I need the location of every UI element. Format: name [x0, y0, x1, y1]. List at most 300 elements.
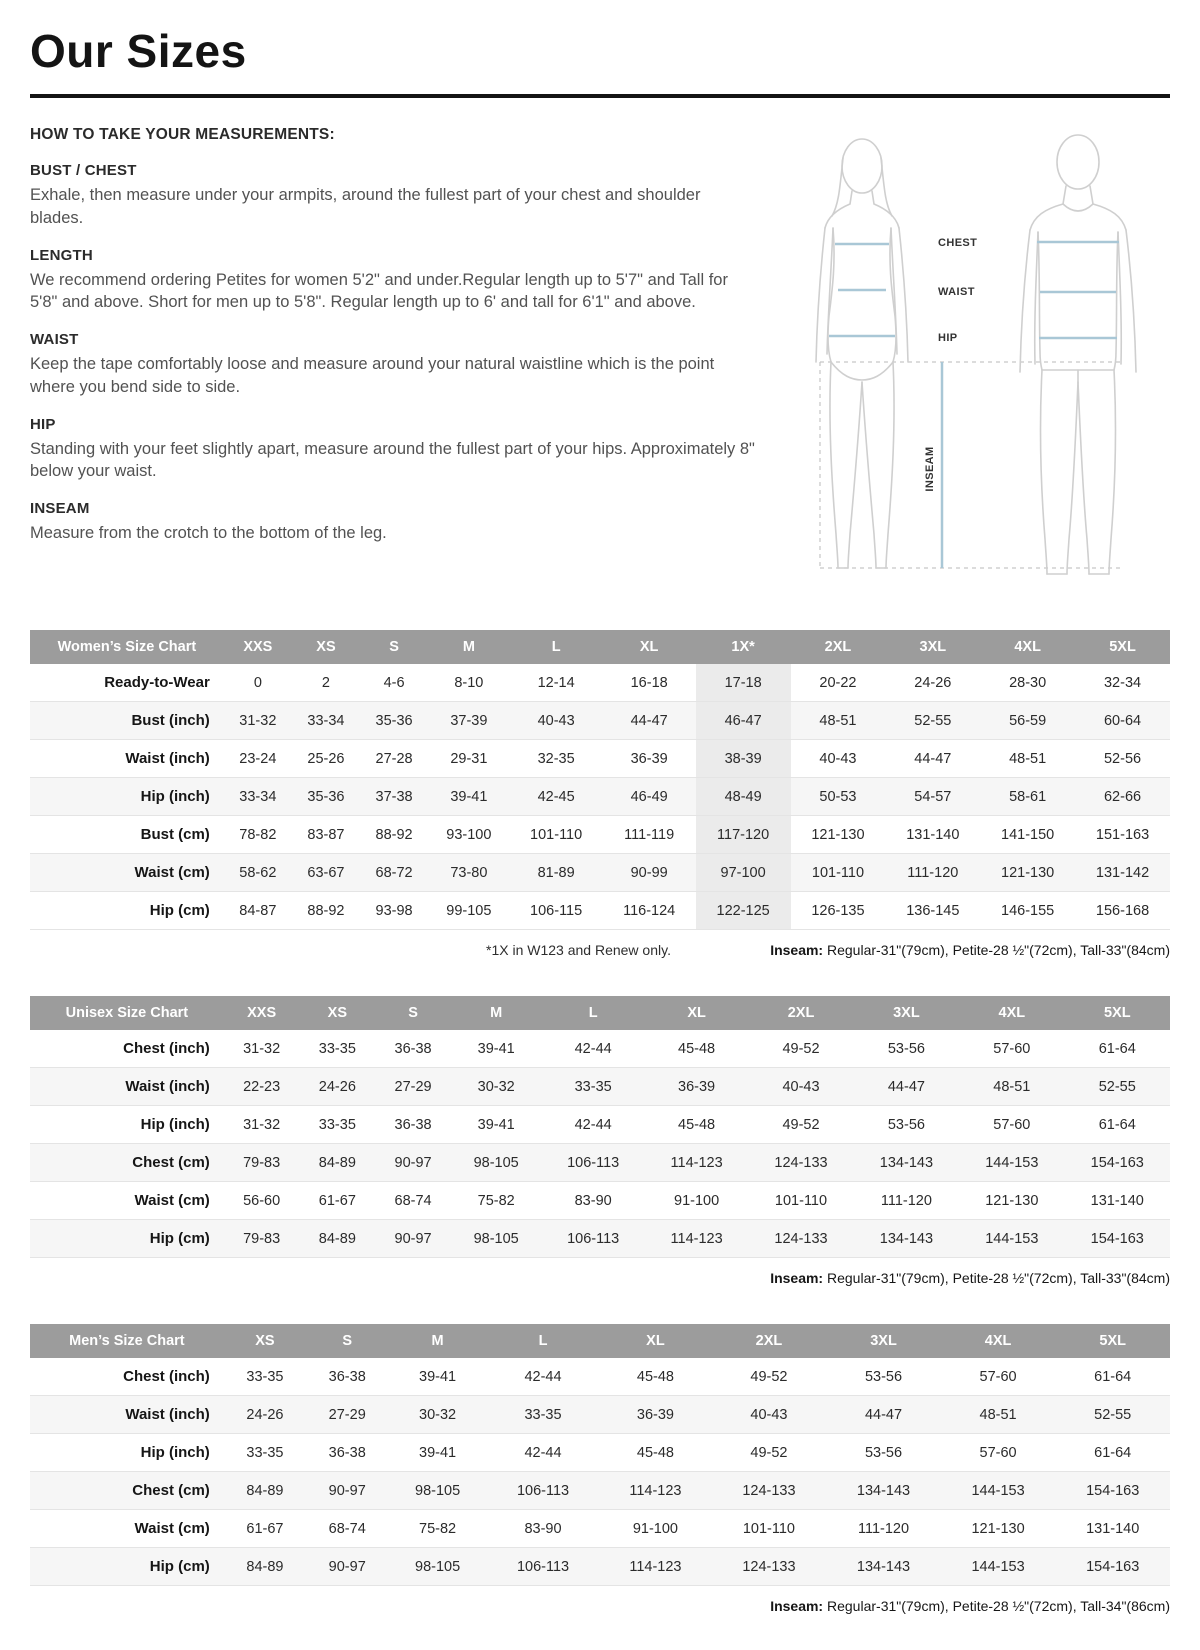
size-value-cell: 124-133	[742, 1482, 796, 1499]
size-value-cell: 111-120	[907, 864, 959, 881]
size-value-cell: 75-82	[477, 1192, 515, 1209]
unisex-size-chart-block	[30, 996, 1170, 1288]
size-value-cell: 101-110	[774, 1192, 828, 1209]
size-column-header: XL	[645, 996, 748, 1030]
table-title: Women’s Size Chart	[30, 630, 224, 664]
measurements-section	[30, 122, 1170, 594]
row-label: Chest (cm)	[132, 1154, 210, 1171]
size-value-cell: 68-72	[375, 864, 413, 881]
size-value-cell: 141-150	[1001, 826, 1055, 843]
size-value-cell: 93-98	[375, 902, 413, 919]
size-value-cell: 17-18	[696, 664, 791, 702]
size-value-cell: 27-28	[375, 750, 413, 767]
size-value-cell: 24-26	[318, 1078, 356, 1095]
size-value-cell: 0	[253, 674, 262, 691]
size-value-cell: 38-39	[696, 740, 791, 778]
size-value-cell: 36-39	[678, 1078, 716, 1095]
size-value-cell: 53-56	[887, 1040, 925, 1057]
one-x-footnote: *1X in W123 and Renew only.	[486, 942, 671, 958]
size-value-cell: 131-142	[1095, 864, 1150, 881]
row-label: Waist (inch)	[125, 750, 210, 767]
size-value-cell: 58-62	[239, 864, 277, 881]
mens-size-chart-block	[30, 1324, 1170, 1616]
size-value-cell: 114-123	[670, 1154, 723, 1171]
section-text-hip: Standing with your feet slightly apart, measure around the fullest part of your hips. Approximately 8" below your waist.	[30, 439, 755, 481]
table-row	[30, 702, 1170, 740]
size-value-cell: 106-113	[567, 1230, 620, 1247]
hip-label: HIP	[938, 332, 958, 344]
table-row	[30, 1068, 1170, 1106]
size-value-cell: 33-35	[524, 1406, 562, 1423]
measurement-diagram	[765, 122, 1170, 594]
womens-size-chart-block	[30, 630, 1170, 960]
size-value-cell: 90-97	[394, 1154, 432, 1171]
size-value-cell: 58-61	[1009, 788, 1047, 805]
size-value-cell: 42-44	[574, 1116, 612, 1133]
size-value-cell: 35-36	[307, 788, 345, 805]
size-value-cell: 114-123	[629, 1482, 682, 1499]
size-value-cell: 36-38	[328, 1444, 366, 1461]
size-value-cell: 83-90	[524, 1520, 562, 1537]
size-column-header: XS	[300, 996, 376, 1030]
womens-size-chart	[30, 630, 1170, 930]
size-value-cell: 25-26	[307, 750, 345, 767]
size-value-cell: 62-66	[1103, 788, 1142, 805]
size-value-cell: 61-64	[1098, 1040, 1136, 1057]
size-column-header: S	[306, 1324, 388, 1358]
inseam-label: INSEAM	[924, 446, 936, 492]
size-value-cell: 124-133	[742, 1558, 796, 1575]
size-value-cell: 48-51	[993, 1078, 1031, 1095]
size-value-cell: 33-35	[246, 1368, 284, 1385]
womens-inseam-footnote: Inseam: Regular-31"(79cm), Petite-28 ½"(72cm), Tall-33"(84cm)	[770, 942, 1170, 958]
size-value-cell: 88-92	[375, 826, 413, 843]
size-column-header: 2XL	[748, 996, 853, 1030]
size-value-cell: 63-67	[307, 864, 345, 881]
size-column-header: M	[388, 1324, 486, 1358]
size-value-cell: 23-24	[239, 750, 277, 767]
size-value-cell: 60-64	[1103, 712, 1142, 729]
size-value-cell: 53-56	[864, 1368, 903, 1385]
size-value-cell: 45-48	[678, 1116, 716, 1133]
womens-chart-footnotes	[30, 942, 1170, 960]
size-value-cell: 68-74	[328, 1520, 366, 1537]
size-value-cell: 45-48	[636, 1444, 674, 1461]
size-value-cell: 154-163	[1090, 1230, 1144, 1247]
row-label: Hip (inch)	[140, 1444, 210, 1461]
size-value-cell: 2	[321, 674, 330, 691]
size-value-cell: 101-110	[530, 826, 583, 843]
size-column-header: 1X*	[696, 630, 791, 664]
size-value-cell: 121-130	[985, 1192, 1039, 1209]
row-label: Waist (inch)	[125, 1406, 210, 1423]
size-value-cell: 78-82	[239, 826, 277, 843]
size-column-header: L	[541, 996, 644, 1030]
size-column-header: 2XL	[791, 630, 886, 664]
row-label: Waist (cm)	[134, 1520, 210, 1537]
size-value-cell: 99-105	[446, 902, 492, 919]
size-value-cell: 52-56	[1103, 750, 1142, 767]
size-value-cell: 83-87	[307, 826, 345, 843]
size-value-cell: 40-43	[819, 750, 857, 767]
size-value-cell: 50-53	[819, 788, 857, 805]
section-text-length: We recommend ordering Petites for women 5'2" and under.Regular length up to 5'7" and Tall for 5'8" and above. Short for men up to 5'8". Regular length up to 6' and tall for 6'1" and above.	[30, 270, 728, 312]
size-value-cell: 84-89	[246, 1558, 284, 1575]
size-value-cell: 40-43	[750, 1406, 788, 1423]
table-row	[30, 1548, 1170, 1586]
row-label: Bust (cm)	[140, 826, 210, 843]
size-value-cell: 44-47	[914, 750, 952, 767]
size-value-cell: 49-52	[750, 1368, 788, 1385]
size-value-cell: 45-48	[636, 1368, 674, 1385]
size-value-cell: 36-38	[328, 1368, 366, 1385]
figure-outlines	[816, 135, 1136, 574]
row-label: Hip (inch)	[140, 788, 210, 805]
size-value-cell: 44-47	[887, 1078, 925, 1095]
size-column-header: L	[487, 1324, 599, 1358]
size-value-cell: 8-10	[454, 674, 484, 691]
size-value-cell: 33-35	[318, 1040, 356, 1057]
size-value-cell: 61-64	[1098, 1116, 1136, 1133]
size-value-cell: 136-145	[906, 902, 960, 919]
size-value-cell: 33-34	[239, 788, 277, 805]
size-value-cell: 93-100	[446, 826, 492, 843]
size-value-cell: 106-113	[567, 1154, 620, 1171]
size-column-header: XL	[603, 630, 696, 664]
size-column-header: S	[360, 630, 428, 664]
size-value-cell: 49-52	[782, 1040, 820, 1057]
size-value-cell: 33-34	[307, 712, 345, 729]
size-value-cell: 56-60	[243, 1192, 281, 1209]
size-value-cell: 73-80	[450, 864, 488, 881]
body-measurement-figure-illustration	[790, 124, 1170, 594]
size-value-cell: 52-55	[1094, 1406, 1132, 1423]
size-value-cell: 84-89	[318, 1154, 356, 1171]
size-value-cell: 31-32	[243, 1040, 281, 1057]
size-value-cell: 42-44	[524, 1368, 562, 1385]
size-value-cell: 53-56	[864, 1444, 903, 1461]
size-value-cell: 134-143	[856, 1558, 911, 1575]
size-value-cell: 46-47	[696, 702, 791, 740]
size-column-header: M	[451, 996, 542, 1030]
size-value-cell: 20-22	[819, 674, 857, 691]
size-value-cell: 121-130	[971, 1520, 1025, 1537]
size-column-header: XXS	[224, 996, 300, 1030]
row-label: Hip (inch)	[140, 1116, 210, 1133]
size-value-cell: 39-41	[419, 1444, 457, 1461]
mens-chart-footnotes	[30, 1598, 1170, 1616]
mens-size-chart	[30, 1324, 1170, 1586]
size-value-cell: 84-89	[318, 1230, 356, 1247]
size-value-cell: 33-35	[574, 1078, 612, 1095]
size-value-cell: 90-97	[394, 1230, 432, 1247]
size-value-cell: 54-57	[914, 788, 952, 805]
size-value-cell: 12-14	[537, 674, 575, 691]
row-label: Hip (cm)	[149, 902, 210, 919]
size-value-cell: 57-60	[979, 1368, 1017, 1385]
size-value-cell: 49-52	[782, 1116, 820, 1133]
size-value-cell: 53-56	[887, 1116, 925, 1133]
size-value-cell: 40-43	[782, 1078, 820, 1095]
size-column-header: 4XL	[959, 996, 1064, 1030]
size-column-header: 4XL	[980, 630, 1075, 664]
size-column-header: 5XL	[1055, 1324, 1170, 1358]
table-title: Unisex Size Chart	[30, 996, 224, 1030]
size-value-cell: 42-45	[537, 788, 575, 805]
size-value-cell: 31-32	[243, 1116, 281, 1133]
size-column-header: L	[510, 630, 603, 664]
title-divider	[30, 94, 1170, 98]
size-value-cell: 101-110	[742, 1520, 795, 1537]
size-value-cell: 79-83	[243, 1154, 281, 1171]
size-value-cell: 39-41	[477, 1116, 515, 1133]
size-value-cell: 31-32	[239, 712, 277, 729]
row-label: Chest (inch)	[123, 1368, 210, 1385]
row-label: Waist (cm)	[134, 1192, 210, 1209]
table-row	[30, 854, 1170, 892]
size-value-cell: 24-26	[914, 674, 952, 691]
size-value-cell: 131-140	[1090, 1192, 1144, 1209]
section-text-inseam: Measure from the crotch to the bottom of the leg.	[30, 524, 387, 543]
size-value-cell: 37-39	[450, 712, 488, 729]
section-heading-hip: HIP	[30, 415, 56, 433]
size-value-cell: 36-38	[394, 1040, 432, 1057]
unisex-inseam-footnote: Inseam: Regular-31"(79cm), Petite-28 ½"(72cm), Tall-33"(84cm)	[770, 1270, 1170, 1286]
row-label: Waist (inch)	[125, 1078, 210, 1095]
size-value-cell: 144-153	[971, 1558, 1025, 1575]
section-heading-inseam: INSEAM	[30, 500, 90, 518]
size-value-cell: 101-110	[811, 864, 865, 881]
table-header-row	[30, 1324, 1170, 1358]
size-value-cell: 98-105	[415, 1482, 461, 1499]
row-label: Ready-to-Wear	[104, 674, 210, 691]
row-label: Chest (cm)	[132, 1482, 210, 1499]
size-value-cell: 39-41	[419, 1368, 457, 1385]
unisex-size-chart	[30, 996, 1170, 1258]
size-value-cell: 146-155	[1001, 902, 1055, 919]
size-value-cell: 37-38	[375, 788, 413, 805]
table-title: Men’s Size Chart	[30, 1324, 224, 1358]
mens-inseam-footnote: Inseam: Regular-31"(79cm), Petite-28 ½"(72cm), Tall-34"(86cm)	[770, 1598, 1170, 1614]
size-value-cell: 16-18	[630, 674, 668, 691]
size-value-cell: 27-29	[394, 1078, 432, 1095]
row-label: Hip (cm)	[149, 1230, 210, 1247]
size-value-cell: 106-113	[516, 1482, 570, 1499]
size-value-cell: 90-99	[630, 864, 668, 881]
size-value-cell: 91-100	[674, 1192, 720, 1209]
size-value-cell: 131-140	[906, 826, 960, 843]
size-value-cell: 117-120	[696, 816, 791, 854]
size-value-cell: 49-52	[750, 1444, 788, 1461]
size-value-cell: 88-92	[307, 902, 345, 919]
size-value-cell: 131-140	[1086, 1520, 1140, 1537]
size-value-cell: 48-51	[819, 712, 857, 729]
size-value-cell: 91-100	[632, 1520, 678, 1537]
size-value-cell: 61-67	[318, 1192, 356, 1209]
size-value-cell: 35-36	[375, 712, 413, 729]
size-value-cell: 84-87	[239, 902, 277, 919]
size-value-cell: 45-48	[678, 1040, 716, 1057]
size-value-cell: 144-153	[971, 1482, 1025, 1499]
table-row	[30, 816, 1170, 854]
measurement-instructions	[30, 122, 765, 549]
size-value-cell: 98-105	[473, 1230, 519, 1247]
size-value-cell: 124-133	[774, 1154, 828, 1171]
table-row	[30, 1106, 1170, 1144]
table-row	[30, 664, 1170, 702]
size-value-cell: 97-100	[696, 854, 791, 892]
size-column-header: 3XL	[885, 630, 980, 664]
size-column-header: 3XL	[854, 996, 959, 1030]
size-value-cell: 48-51	[1009, 750, 1047, 767]
size-value-cell: 44-47	[864, 1406, 903, 1423]
size-value-cell: 52-55	[1098, 1078, 1136, 1095]
size-column-header: XS	[292, 630, 360, 664]
size-value-cell: 32-34	[1103, 674, 1142, 691]
size-value-cell: 39-41	[450, 788, 488, 805]
size-value-cell: 144-153	[985, 1230, 1039, 1247]
size-value-cell: 116-124	[623, 902, 676, 919]
size-value-cell: 90-97	[328, 1482, 366, 1499]
section-text-waist: Keep the tape comfortably loose and measure around your natural waistline which is the point where you bend side to side.	[30, 355, 715, 396]
size-value-cell: 42-44	[524, 1444, 562, 1461]
size-value-cell: 40-43	[537, 712, 575, 729]
size-value-cell: 154-163	[1090, 1154, 1144, 1171]
size-value-cell: 98-105	[473, 1154, 519, 1171]
table-row	[30, 1358, 1170, 1396]
size-value-cell: 81-89	[537, 864, 575, 881]
size-value-cell: 61-67	[246, 1520, 284, 1537]
size-value-cell: 36-39	[636, 1406, 674, 1423]
size-value-cell: 56-59	[1009, 712, 1047, 729]
table-row	[30, 1182, 1170, 1220]
size-value-cell: 154-163	[1086, 1482, 1140, 1499]
size-value-cell: 106-115	[530, 902, 583, 919]
size-value-cell: 134-143	[856, 1482, 911, 1499]
size-value-cell: 27-29	[328, 1406, 366, 1423]
size-value-cell: 68-74	[394, 1192, 432, 1209]
size-value-cell: 106-113	[516, 1558, 570, 1575]
size-value-cell: 98-105	[415, 1558, 461, 1575]
size-value-cell: 134-143	[879, 1230, 934, 1247]
size-value-cell: 46-49	[630, 788, 668, 805]
table-row	[30, 1434, 1170, 1472]
size-value-cell: 114-123	[629, 1558, 682, 1575]
size-value-cell: 114-123	[670, 1230, 723, 1247]
size-value-cell: 121-130	[811, 826, 865, 843]
size-column-header: 3XL	[826, 1324, 941, 1358]
chest-label: CHEST	[938, 237, 978, 249]
size-value-cell: 48-51	[979, 1406, 1017, 1423]
size-value-cell: 28-30	[1009, 674, 1047, 691]
size-column-header: M	[428, 630, 509, 664]
table-row	[30, 778, 1170, 816]
size-value-cell: 154-163	[1086, 1558, 1140, 1575]
table-row	[30, 1030, 1170, 1068]
unisex-chart-footnotes	[30, 1270, 1170, 1288]
table-header-row	[30, 630, 1170, 664]
table-row	[30, 1510, 1170, 1548]
size-value-cell: 33-35	[246, 1444, 284, 1461]
size-value-cell: 24-26	[246, 1406, 284, 1423]
table-header-row	[30, 996, 1170, 1030]
size-value-cell: 75-82	[419, 1520, 457, 1537]
size-value-cell: 30-32	[419, 1406, 457, 1423]
size-column-header: 2XL	[712, 1324, 827, 1358]
waist-label: WAIST	[938, 286, 975, 298]
table-row	[30, 1396, 1170, 1434]
table-row	[30, 740, 1170, 778]
size-value-cell: 29-31	[450, 750, 488, 767]
size-value-cell: 57-60	[993, 1040, 1031, 1057]
row-label: Hip (cm)	[149, 1558, 210, 1575]
table-row	[30, 1472, 1170, 1510]
size-column-header: XXS	[224, 630, 292, 664]
size-value-cell: 156-168	[1095, 902, 1150, 919]
size-value-cell: 30-32	[477, 1078, 515, 1095]
size-value-cell: 126-135	[811, 902, 865, 919]
size-value-cell: 124-133	[774, 1230, 828, 1247]
size-value-cell: 83-90	[574, 1192, 612, 1209]
section-heading-bust-chest: BUST / CHEST	[30, 162, 137, 179]
size-value-cell: 36-39	[630, 750, 668, 767]
section-heading-waist: WAIST	[30, 331, 79, 349]
size-value-cell: 84-89	[246, 1482, 284, 1499]
size-value-cell: 79-83	[243, 1230, 281, 1247]
size-value-cell: 48-49	[696, 778, 791, 816]
size-value-cell: 57-60	[993, 1116, 1031, 1133]
instructions-heading: HOW TO TAKE YOUR MEASUREMENTS:	[30, 126, 335, 143]
table-row	[30, 1220, 1170, 1258]
size-value-cell: 111-119	[624, 826, 675, 843]
table-row	[30, 1144, 1170, 1182]
section-heading-length: LENGTH	[30, 246, 93, 264]
size-value-cell: 32-35	[537, 750, 575, 767]
size-value-cell: 61-64	[1094, 1368, 1132, 1385]
row-label: Bust (inch)	[131, 712, 210, 729]
size-value-cell: 134-143	[879, 1154, 934, 1171]
size-column-header: XL	[599, 1324, 711, 1358]
size-value-cell: 57-60	[979, 1444, 1017, 1461]
size-value-cell: 121-130	[1001, 864, 1055, 881]
size-value-cell: 22-23	[243, 1078, 281, 1095]
size-value-cell: 42-44	[574, 1040, 612, 1057]
size-value-cell: 61-64	[1094, 1444, 1132, 1461]
size-value-cell: 122-125	[696, 892, 791, 930]
row-label: Chest (inch)	[123, 1040, 210, 1057]
size-column-header: 4XL	[941, 1324, 1056, 1358]
row-label: Waist (cm)	[134, 864, 210, 881]
size-value-cell: 4-6	[383, 674, 405, 691]
section-text-bust-chest: Exhale, then measure under your armpits, around the fullest part of your chest and shoulder blades.	[30, 186, 701, 227]
size-value-cell: 90-97	[328, 1558, 366, 1575]
size-value-cell: 44-47	[630, 712, 668, 729]
size-value-cell: 33-35	[318, 1116, 356, 1133]
size-column-header: S	[375, 996, 451, 1030]
size-value-cell: 111-120	[880, 1192, 932, 1209]
size-column-header: 5XL	[1075, 630, 1170, 664]
size-value-cell: 144-153	[985, 1154, 1039, 1171]
size-value-cell: 52-55	[914, 712, 952, 729]
size-value-cell: 151-163	[1095, 826, 1150, 843]
page-title: Our Sizes	[30, 25, 247, 77]
size-value-cell: 111-120	[857, 1520, 910, 1537]
table-row	[30, 892, 1170, 930]
size-column-header: XS	[224, 1324, 306, 1358]
size-column-header: 5XL	[1065, 996, 1170, 1030]
size-value-cell: 39-41	[477, 1040, 515, 1057]
size-value-cell: 36-38	[394, 1116, 432, 1133]
